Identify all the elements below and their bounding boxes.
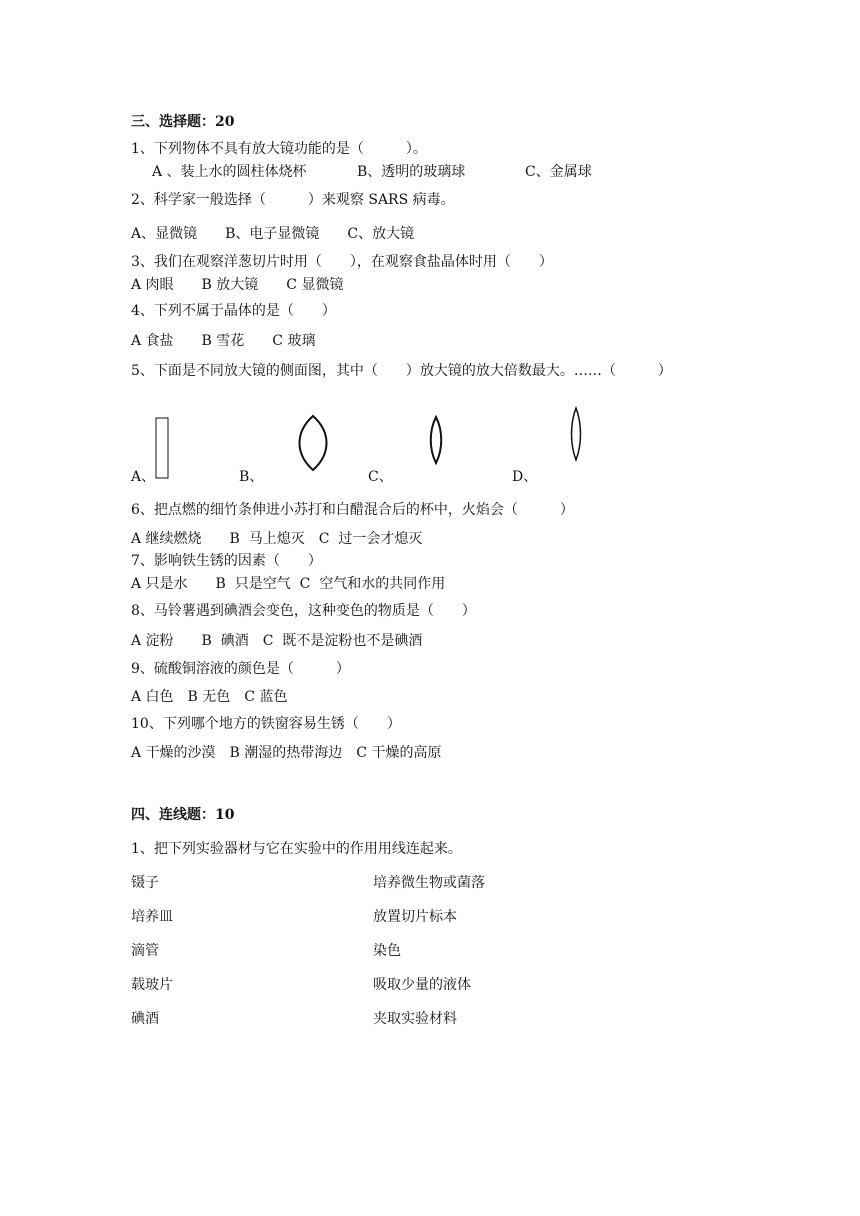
q4-stem: 4、下列不属于晶体的是（ ） <box>131 303 336 319</box>
match-right-item: 放置切片标本 <box>373 909 457 925</box>
q5-label-d: D、 <box>512 469 538 485</box>
q1-option-c: C、金属球 <box>525 164 592 180</box>
lens-figure-d <box>568 406 584 462</box>
section4-instruction: 1、把下列实验器材与它在实验中的作用用线连起来。 <box>131 841 462 857</box>
match-right-item: 吸取少量的液体 <box>373 977 471 993</box>
q7-stem: 7、影响铁生锈的因素（ ） <box>131 553 322 569</box>
match-right-item: 染色 <box>373 943 401 959</box>
match-left-item: 镊子 <box>131 875 159 891</box>
lens-figure-a <box>154 417 170 479</box>
q7-options: A 只是水 B 只是空气 C 空气和水的共同作用 <box>131 576 446 592</box>
section3-title: 三、选择题：20 <box>131 114 235 130</box>
q3-options: A 肉眼 B 放大镜 C 显微镜 <box>131 277 344 293</box>
match-right-item: 培养微生物或菌落 <box>373 875 485 891</box>
match-right-item: 夹取实验材料 <box>373 1011 457 1027</box>
match-left-item: 碘酒 <box>131 1011 159 1027</box>
lens-figure-c <box>428 415 444 465</box>
q4-options: A 食盐 B 雪花 C 玻璃 <box>131 333 316 349</box>
q6-stem: 6、把点燃的细竹条伸进小苏打和白醋混合后的杯中，火焰会（ ） <box>131 502 574 518</box>
q10-options: A 干燥的沙漠 B 潮湿的热带海边 C 干燥的高原 <box>131 745 442 761</box>
section4-title: 四、连线题：10 <box>131 807 235 823</box>
q1-option-a: A 、装上水的圆柱体烧杯 <box>152 164 307 180</box>
q5-label-b: B、 <box>239 469 264 485</box>
match-left-item: 载玻片 <box>131 977 173 993</box>
q5-label-c: C、 <box>368 469 393 485</box>
q8-options: A 淀粉 B 碘酒 C 既不是淀粉也不是碘酒 <box>131 633 423 649</box>
q3-stem: 3、我们在观察洋葱切片时用（ ），在观察食盐晶体时用（ ） <box>131 254 553 270</box>
match-left-item: 培养皿 <box>131 909 173 925</box>
q10-stem: 10、下列哪个地方的铁窗容易生锈（ ） <box>131 716 401 732</box>
q5-label-a: A、 <box>131 469 156 485</box>
q2-options: A、显微镜 B、电子显微镜 C、放大镜 <box>131 226 415 242</box>
q1-option-b: B、透明的玻璃球 <box>357 164 466 180</box>
match-left-item: 滴管 <box>131 943 159 959</box>
q9-options: A 白色 B 无色 C 蓝色 <box>131 689 288 705</box>
q2-stem: 2、科学家一般选择（ ）来观察 SARS 病毒。 <box>131 192 455 208</box>
q6-options: A 继续燃烧 B 马上熄灭 C 过一会才熄灭 <box>131 531 423 547</box>
lens-figure-b <box>297 414 329 472</box>
q8-stem: 8、马铃薯遇到碘酒会变色，这种变色的物质是（ ） <box>131 603 476 619</box>
q9-stem: 9、硫酸铜溶液的颜色是（ ） <box>131 661 350 677</box>
q1-stem: 1、下列物体不具有放大镜功能的是（ ）。 <box>131 141 427 157</box>
q5-stem: 5、下面是不同放大镜的侧面图，其中（ ）放大镜的放大倍数最大。……（ ） <box>131 363 672 379</box>
